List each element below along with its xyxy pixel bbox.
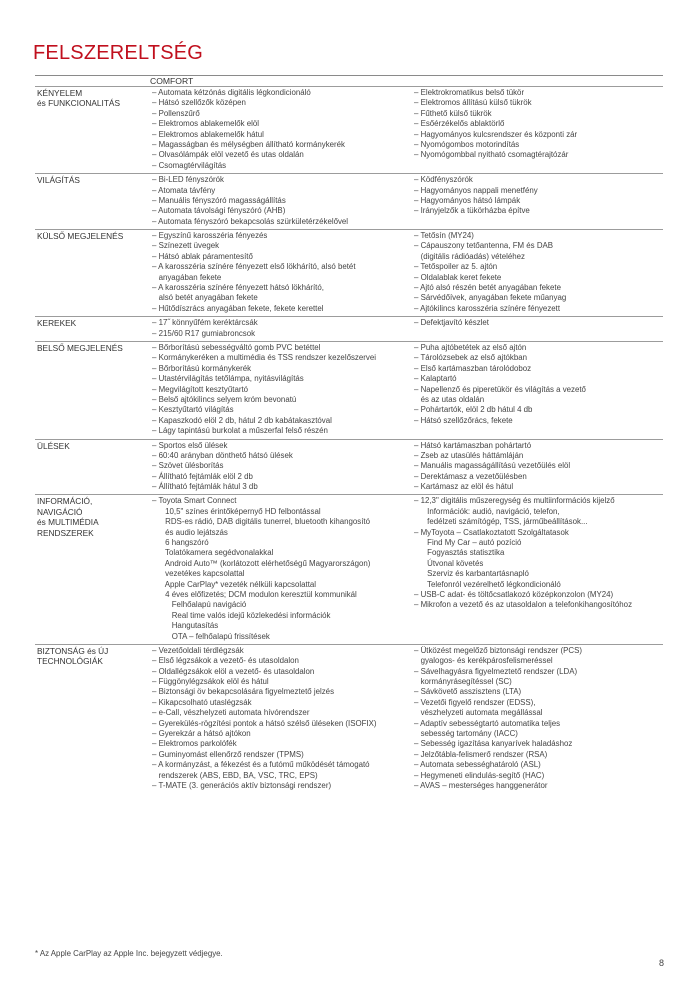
feature-item: – Guminyomást ellenőrző rendszer (TPMS) <box>152 749 304 759</box>
section-title <box>35 175 152 227</box>
feature-item: – Sávelhagyásra figyelmeztető rendszer (LDA) <box>414 666 578 676</box>
feature-item: – Gyerekülés-rögzítési pontok a hátsó szélső üléseken (ISOFIX) <box>152 718 377 728</box>
feature-item: – Hátsó ablak páramentesítő <box>152 251 253 261</box>
feature-item: – T-MATE (3. generációs aktív biztonsági rendszer) <box>152 781 332 790</box>
feature-item: Információk: audió, navigáció, telefon, <box>414 506 560 516</box>
feature-item: – Sárvédőívek, anyagában fekete műanyag <box>414 293 567 303</box>
feature-item: – A karosszéria színére fényezett hátsó lökhárító, <box>152 283 324 293</box>
feature-column-right <box>414 88 664 171</box>
feature-item: – Bőrborítású sebességváltó gomb PVC betéttel <box>152 342 321 352</box>
spec-section <box>35 494 663 643</box>
feature-item: – Toyota Smart Connect <box>152 496 237 506</box>
feature-item: – Nyomógombos motorindítás <box>414 139 520 149</box>
feature-item: – 60:40 arányban dönthető hátsó ülések <box>152 450 293 460</box>
feature-item: – Biztonsági öv bekapcsolására figyelmeztető jelzés <box>152 687 335 697</box>
feature-item: 4 éves előfizetés; DCM modulon keresztül kommunikál <box>152 589 357 599</box>
feature-item: – 12,3" digitális műszeregység és multiinformációs kijelző <box>414 496 615 506</box>
section-title-line: TECHNOLÓGIÁK <box>37 656 103 667</box>
feature-item: – Kesztyűtartó világítás <box>152 405 234 415</box>
feature-item: – Automata távolsági fényszóró (AHB) <box>152 206 286 216</box>
feature-item: – Belső ajtókilincs selyem króm bevonatú <box>152 394 297 404</box>
section-title-line: KÉNYELEM <box>37 88 83 98</box>
feature-item: – Oldallégzsákok elöl a vezető- és utasoldalon <box>152 666 315 676</box>
section-title-line: NAVIGÁCIÓ <box>37 506 83 517</box>
section-title <box>35 231 152 314</box>
feature-column-right <box>414 646 664 791</box>
feature-item: – Sebesség igazítása kanyarívek haladáshoz <box>414 739 573 749</box>
feature-item: – Elektromos ablakemelők hátul <box>152 129 264 139</box>
feature-column-left <box>152 343 414 437</box>
feature-column-left <box>152 88 414 171</box>
feature-item: Hangutasítás <box>152 621 219 631</box>
feature-column-left <box>152 441 414 493</box>
feature-item: – Kalaptartó <box>414 374 457 384</box>
feature-item: – Függönylégzsákok elöl és hátul <box>152 677 269 687</box>
feature-column-left <box>152 231 414 314</box>
feature-item: Szerviz és karbantartásnapló <box>414 569 529 579</box>
feature-item: – Bi-LED fényszórók <box>152 175 224 185</box>
feature-item: – Ütközést megelőző biztonsági rendszer (PCS) <box>414 645 582 655</box>
feature-item: – Automata kétzónás digitális légkondicionáló <box>152 88 311 97</box>
feature-item: – Kapaszkodó elöl 2 db, hátul 2 db kabátakasztóval <box>152 415 332 425</box>
feature-item: – Hagyományos kulcsrendszer és központi zár <box>414 129 578 139</box>
feature-item: – Kormánykeréken a multimédia és TSS rendszer kezelőszervei <box>152 353 376 363</box>
feature-column-right <box>414 496 664 641</box>
feature-item: – Manuális fényszóró magasságállítás <box>152 195 286 205</box>
feature-item: – Állítható fejtámlák elöl 2 db <box>152 471 253 481</box>
feature-column-left <box>152 175 414 227</box>
feature-item: 6 hangszóró <box>152 538 209 548</box>
feature-item: – MyToyota – Csatlakoztatott Szolgáltatasok <box>414 527 569 537</box>
feature-item: – USB-C adat- és töltőcsatlakozó középkonzolon (MY24) <box>414 589 614 599</box>
footnote: * Az Apple CarPlay az Apple Inc. bejegyzett védjegye. <box>35 949 223 958</box>
feature-column-right <box>414 441 664 493</box>
feature-item: – Gyerekzár a hátsó ajtókon <box>152 729 251 739</box>
spec-section <box>35 439 663 495</box>
section-title <box>35 496 152 641</box>
feature-item: – Automata fényszóró bekapcsolás szürkületérzékelővel <box>152 216 349 226</box>
feature-item: – Vezetői figyelő rendszer (EDSS), <box>414 697 536 707</box>
feature-item: – Automata sebességhatároló (ASL) <box>414 760 541 770</box>
feature-item: – Tárolózsebek az első ajtókban <box>414 353 528 363</box>
feature-item: – Pollenszűrő <box>152 108 200 118</box>
grade-label: COMFORT <box>150 76 194 86</box>
feature-item: – Puha ajtóbetétek az első ajtón <box>414 342 527 352</box>
header-rule <box>35 75 663 76</box>
feature-item: – Tetőspoiler az 5. ajtón <box>414 262 498 272</box>
feature-item: – Tetősín (MY24) <box>414 231 474 241</box>
feature-item: – Elektrokromatikus belső tükör <box>414 88 525 97</box>
feature-item: Felhőalapú navigáció <box>152 600 247 610</box>
feature-item: – Ajtó alsó részén betét anyagában fekete <box>414 283 561 293</box>
feature-item: – Pohártartók, elöl 2 db hátul 4 db <box>414 405 533 415</box>
feature-column-left <box>152 496 414 641</box>
feature-item: – 215/60 R17 gumiabroncsok <box>152 328 256 338</box>
spec-section <box>35 229 663 316</box>
equipment-sections <box>35 86 663 793</box>
spec-section <box>35 173 663 229</box>
section-title <box>35 88 152 171</box>
feature-item: – Olvasólámpák elöl vezető és utas oldalán <box>152 150 304 160</box>
spec-section <box>35 86 663 173</box>
page-title: FELSZERELTSÉG <box>33 42 204 64</box>
feature-item: – Derektámasz a vezetőülésben <box>414 471 527 481</box>
spec-section <box>35 644 663 793</box>
page-number: 8 <box>659 958 665 968</box>
feature-item: – Zseb az utasülés háttámláján <box>414 450 524 460</box>
section-title <box>35 441 152 493</box>
feature-item: – Nyomógombbal nyitható csomagtérajtózár <box>414 150 569 160</box>
feature-item: – Első kartámaszban tárolódoboz <box>414 363 532 373</box>
section-title-line: és FUNKCIONALITÁS <box>37 98 120 109</box>
feature-column-right <box>414 231 664 314</box>
feature-item: – Sportos első ülések <box>152 440 228 450</box>
feature-item: – Egyszínű karosszéria fényezés <box>152 231 268 241</box>
feature-item: – Elektromos ablakemelők elöl <box>152 119 260 129</box>
feature-item: és az utas oldalán <box>414 394 485 404</box>
feature-item: – Ajtókilincs karosszéria színére fényezett <box>414 303 561 313</box>
feature-item: – Mikrofon a vezető és az utasoldalon a telefonkihangosítóhoz <box>414 600 633 610</box>
feature-item: – AVAS – mesterséges hanggenerátor <box>414 781 548 790</box>
section-title-line: VILÁGÍTÁS <box>37 175 80 186</box>
feature-item: – 17˝ könnyűfém keréktárcsák <box>152 318 258 328</box>
feature-item: – Napellenző és piperetükör és világítás a vezető <box>414 384 586 394</box>
feature-item: Útvonal követés <box>414 558 484 568</box>
feature-item: OTA – felhőalapú frissítések <box>152 631 270 641</box>
feature-item: Tolatókamera segédvonalakkal <box>152 548 274 558</box>
feature-item: – Lágy tapintású burkolat a műszerfal felső részén <box>152 426 328 436</box>
section-title <box>35 318 152 339</box>
section-title-line: és MULTIMÉDIA <box>37 517 99 528</box>
feature-item: (digitális rádióadás) vételéhez <box>414 251 525 261</box>
feature-column-right <box>414 318 664 339</box>
feature-item: – Bőrborítású kormánykerék <box>152 363 252 373</box>
feature-item: anyagában fekete <box>152 272 222 282</box>
feature-item: vezetékes kapcsolattal <box>152 569 245 579</box>
feature-column-right <box>414 343 664 437</box>
spec-section <box>35 316 663 341</box>
feature-item: – Csomagtérvilágítás <box>152 160 227 170</box>
feature-item: – Oldalablak keret fekete <box>414 272 502 282</box>
feature-item: gyalogos- és kerékpárosfelismeréssel <box>414 656 553 666</box>
section-title <box>35 646 152 791</box>
feature-item: és audio lejátszás <box>152 527 228 537</box>
feature-item: rendszerek (ABS, EBD, BA, VSC, TRC, EPS) <box>152 770 318 780</box>
feature-item: Find My Car – autó pozíció <box>414 538 522 548</box>
feature-item: fedélzeti számítógép, TSS, járműbeállítások... <box>414 517 588 527</box>
feature-item: – Színezett üvegek <box>152 241 220 251</box>
feature-item: – Kartámasz az elöl és hátul <box>414 482 514 492</box>
feature-item: – Sávkövető asszisztens (LTA) <box>414 687 522 697</box>
section-title-line: KEREKEK <box>37 318 77 329</box>
feature-item: – Elektromos állítású külső tükrök <box>414 98 532 108</box>
feature-item: – Hűtődíszrács anyagában fekete, fekete kerettel <box>152 303 324 313</box>
feature-item: – Ködfényszórók <box>414 175 473 185</box>
feature-item: alsó betét anyagában fekete <box>152 293 258 303</box>
feature-item: 10,5" színes érintőképernyő HD felbontással <box>152 506 321 516</box>
feature-item: – Hagyományos hátsó lámpák <box>414 195 521 205</box>
feature-item: – Hegymeneti elindulás-segítő (HAC) <box>414 770 545 780</box>
feature-column-left <box>152 318 414 339</box>
feature-item: – Esőérzékelős ablaktörlő <box>414 119 505 129</box>
feature-item: – Hátsó szellőzőrács, fekete <box>414 415 513 425</box>
feature-column-left <box>152 646 414 791</box>
feature-item: – Állítható fejtámlák hátul 3 db <box>152 482 258 492</box>
feature-item: Fogyasztás statisztika <box>414 548 505 558</box>
feature-item: – e-Call, vészhelyzeti automata hívórendszer <box>152 708 310 718</box>
feature-item: kormányrásegítéssel (SC) <box>414 677 512 687</box>
feature-item: – Vezetőoldali térdlégzsák <box>152 645 244 655</box>
feature-item: – Első légzsákok a vezető- és utasoldalon <box>152 656 299 666</box>
feature-item: – A karosszéria színére fényezett első lökhárító, alsó betét <box>152 262 356 272</box>
feature-item: vészhelyzeti automata megállással <box>414 708 543 718</box>
feature-item: – A kormányzást, a fékezést és a futómű működését támogató <box>152 760 370 770</box>
feature-item: – Kikapcsolható utaslégzsák <box>152 697 252 707</box>
feature-item: – Atomata távfény <box>152 185 216 195</box>
feature-item: Telefonról vezérelhető légkondicionáló <box>414 579 561 589</box>
section-title <box>35 343 152 437</box>
feature-column-right <box>414 175 664 227</box>
feature-item: Android Auto™ (korlátozott elérhetőségű Magyarországon) <box>152 558 371 568</box>
feature-item: – Megvilágított kesztyűtartó <box>152 384 249 394</box>
feature-item: – Utastérvilágítás tetőlámpa, nyitásvilágítás <box>152 374 304 384</box>
spec-section <box>35 341 663 439</box>
feature-item: – Irányjelzők a tükörházba építve <box>414 206 530 216</box>
section-title-line: ÜLÉSEK <box>37 440 70 451</box>
section-title-line: KÜLSŐ MEGJELENÉS <box>37 231 124 242</box>
feature-item: – Manuális magasságállítású vezetőülés elöl <box>414 461 571 471</box>
feature-item: – Cápauszony tetőantenna, FM és DAB <box>414 241 554 251</box>
feature-item: – Elektromos parkolófék <box>152 739 237 749</box>
feature-item: Apple CarPlay* vezeték nélküli kapcsolattal <box>152 579 317 589</box>
feature-item: – Hátsó szellőzők középen <box>152 98 246 108</box>
feature-item: sebesség tartomány (IACC) <box>414 729 518 739</box>
feature-item: – Adaptív sebességtartó automatika teljes <box>414 718 561 728</box>
feature-item: Real time valós idejű közlekedési információk <box>152 610 331 620</box>
feature-item: – Jelzőtábla-felismerő rendszer (RSA) <box>414 749 548 759</box>
section-title-line: RENDSZEREK <box>37 527 94 538</box>
feature-item: – Defektjavító készlet <box>414 318 489 328</box>
feature-item: – Magasságban és mélységben állítható kormánykerék <box>152 139 345 149</box>
feature-item: – Fűthető külső tükrök <box>414 108 492 118</box>
feature-item: – Szövet ülésborítás <box>152 461 224 471</box>
section-title-line: BIZTONSÁG és ÚJ <box>37 645 109 656</box>
feature-item: – Hagyományos nappali menetfény <box>414 185 538 195</box>
feature-item: – Hátsó kartámaszban pohártartó <box>414 440 532 450</box>
feature-item: RDS-es rádió, DAB digitális tunerrel, bluetooth kihangosító <box>152 517 370 527</box>
section-title-line: INFORMÁCIÓ, <box>37 496 93 507</box>
section-title-line: BELSŐ MEGJELENÉS <box>37 342 123 353</box>
